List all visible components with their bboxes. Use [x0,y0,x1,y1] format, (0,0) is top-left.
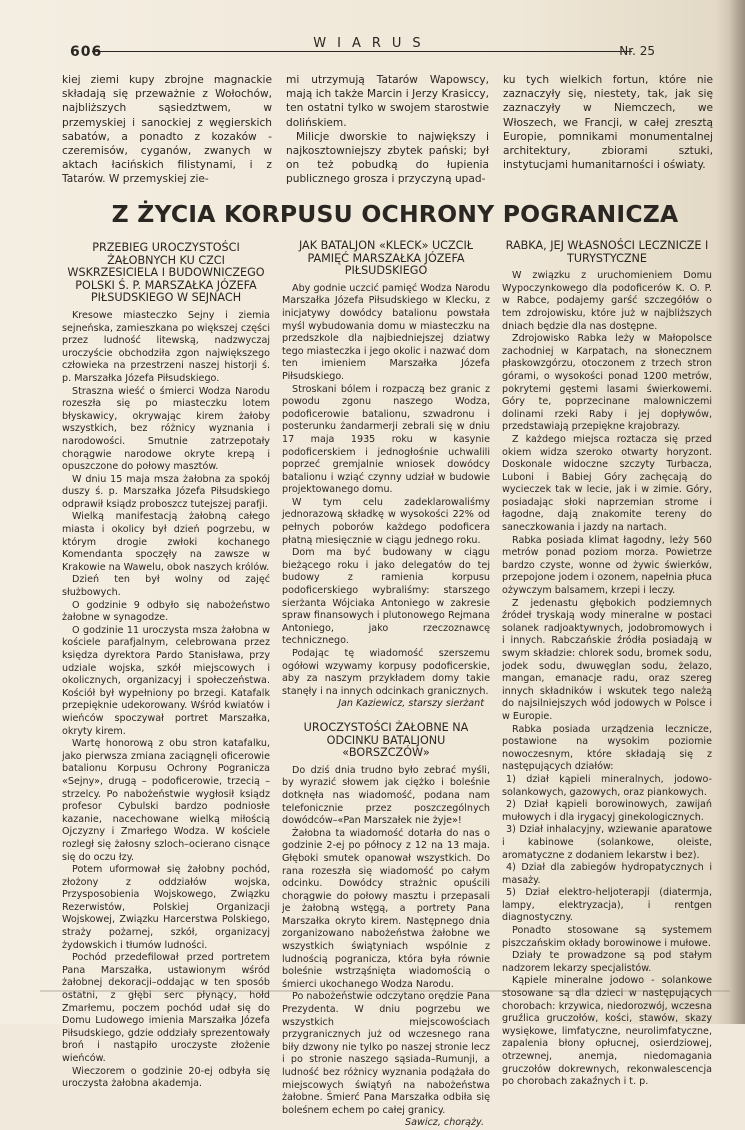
list-item: 3) Dział inhalacyjny, wziewanie aparatowe i kabinowe (solankowe, oleiste, aromatyczne z dodaniem lekarstw i bez). [502,824,712,861]
paragraph: W dniu 15 maja msza żałobna za spokój duszy ś. p. Marszałka Józefa Piłsudskiego odprawił ksiądz proboszcz tutejszej parafji. [62,473,270,510]
paragraph: Kąpiele mineralne jodowo - solankowe stosowane są dla dzieci w następujących chorobach: krzywica, niedorozwój, wczesna gruźlica gruczołów, kości, stawów, skazy wysiękowe, limfatyczne, neurolimfatyczne, zapalenia błony opłucnej, osierdziowej, otrzewnej, anemja, niedomagania gruczołów dokrewnych, rekonwalescencja po chorobach zakaźnych i t. p. [502,975,712,1088]
paragraph: Zdrojowisko Rabka leży w Małopolsce zachodniej w Karpatach, na słonecznem płaskowzgórzu, otoczonem z trzech stron górami, o wysokości ponad 1200 metrów, pokrytemi gęstemi lasami świerkowemi. Góry te, poprzecinane malowniczemi dolinami rzeki Raby i jej dopływów, przedstawiają przepiękne krajobrazy. [502,333,712,433]
paragraph: Dom ma być budowany w ciągu bieżącego roku i jako delegatów do tej budowy z ramienia korpusu podoficerskiego wybraliśmy: starszego sierżanta Wójciaka Antoniego w zakresie spraw finansowych i plutonowego Rejmana Antoniego, jako rzeczoznawcę technicznego. [282,547,490,647]
paragraph: Do dziś dnia trudno było zebrać myśli, by wyrazić słowem jak ciężko i boleśnie dotknęła nas wiadomość, podana nam telefonicznie przez poszczególnych dowódców–«Pan Marszałek nie żyje»! [282,764,490,827]
article-heading: PRZEBIEG UROCZYSTOŚCI ŻAŁOBNYCH KU CZCI WSKRZESICIELA I BUDOWNICZEGO POLSKI Ś. P. MARSZAŁKA JÓZEFA PIŁSUDSKIEGO W SEJNACH [67,241,265,305]
paragraph: Z każdego miejsca roztacza się przed okiem widza szeroko otwarty horyzont. Doskonale widoczne szczyty Turbacza, Luboni i Babiej Góry zachęcają do wycieczek tak w lecie, jak i w zimie. Góry, posiadając słoki naprzemian strome i łagodne, dają znakomite tereny do saneczkowania i jazdy na nartach. [502,433,712,534]
paragraph: Wieczorem o godzinie 20-ej odbyła się uroczysta żałobna akademja. [62,1065,270,1090]
list-item: 4) Dział dla zabiegów hydropatycznych i masaży. [502,862,712,886]
header-rule [92,51,632,52]
paragraph: Żałobna ta wiadomość dotarła do nas o godzinie 2-ej po północy z 12 na 13 maja. Głęboki smutek opanował wszystkich. Do rana rozeszła się wiadomość po całym odcinku. Dowódcy strażnic opuścili chorągwie do połowy masztu i przepasali je żałobną wstęgą, a portrety Pana Marszałka okryto kirem. Następnego dnia zorganizowano nabożeństwa żałobne we wszystkich świątyniach wspólnie z ludnością pogranicza, która była równie boleśnie wstrząśnięta wiadomością o śmierci ukochanego Wodza Narodu. [282,827,490,990]
paragraph: W związku z uruchomieniem Domu Wypoczynkowego dla podoficerów K. O. P. w Rabce, podajemy garść szczegółów o tem zdrojowisku, które już w najbliższych dniach będzie dla nas dostępne. [502,270,712,332]
paragraph: ku tych wielkich fortun, które nie zaznaczyły się, niestety, tak, jak się zaznaczyły w Niemczech, we Włoszech, we Francji, w całej zresztą Europie, pomnikami monumentalnej architektury, zbiorami sztuki, instytucjami humanitarności i oświaty. [503,74,713,172]
paragraph: Rabka posiada urządzenia lecznicze, postawione na wysokim poziomie nowoczesnym, które składają się z następujących działów: [502,723,712,773]
paragraph: Ponadto stosowane są systemem piszczańskim okłady borowinowe i mułowe. [502,925,712,949]
paragraph: Wartę honorową z obu stron katafalku, jako pierwsza zmiana zaciągnęli oficerowie batalionu Korpusu Ochrony Pogranicza «Sejny», drugą – podoficerowie, trzecią – strzelcy. Po nabożeństwie wygłosił ksiądz profesor Cybulski bardzo podniosłe kazanie, nacechowane wielką miłością Ojczyzny i Zmarłego Wodza. W kościele rozległ się żałosny szloch–ocierano cisnące się do oczu łzy. [62,738,270,863]
paragraph: O godzinie 9 odbyło się nabożeństwo żałobne w synagodze. [62,599,270,624]
paragraph: Podając tę wiadomość szerszemu ogółowi wzywamy korpusy podoficerskie, aby za naszym przykładem domy takie stanęły i na innych odcinkach granicznych. [282,648,490,697]
signature: Sawicz, chorąży. [405,1117,484,1129]
paragraph: Dzień ten był wolny od zajęć służbowych. [62,574,270,599]
paragraph: Potem uformował się żałobny pochód, złożony z oddziałów wojska, Przysposobienia Wojskowego, Związku Rezerwistów, Polskiej Organizacji Wojskowej, Związku Harcerstwa Polskiego, straży pożarnej, szkół, organizacyj żydowskich i tłumów ludności. [62,864,270,951]
paragraph: O godzinie 11 uroczysta msza żałobna w kościele parafjalnym, celebrowana przez księdza dyrektora Pardo Stanisława, przy udziale wojska, szkół miejscowych i okolicznych, organizacyj i społeczeństwa. Kościół był wypełniony po brzegi. Katafalk przepięknie udekorowany. Wśród kwiatów i wieńców spoczywał portret Marszałka, okryty kirem. [62,624,270,737]
list-item: 5) Dział elektro-heljoterapji (diatermja, lampy, elektryzacja), i rentgen diagnostyczny. [502,887,712,924]
article-heading: JAK BATALJON «KLECK» UCZCIŁ PAMIĘĆ MARSZAŁKA JÓZEFA PIŁSUDSKIEGO [298,239,474,278]
article-rabka [502,240,712,1089]
page-edge-shadow [729,0,745,1024]
continued-text-col3 [503,73,713,172]
paragraph: Po nabożeństwie odczytano orędzie Pana Prezydenta. W dniu pogrzebu we wszystkich miejscowościach przygranicznych już od wczesnego rana biły dzwony nie tylko po naszej stronie lecz i po stronie naszego sąsiada–Rumunji, a ludność bez różnicy wyznania podążała do miejscowych świątyń na nabożeństwa żałobne. Śmierć Pana Marszałka odbiła się boleśnem echem po całej granicy. [282,991,490,1116]
list-item: 1) dział kąpieli mineralnych, jodowo-solankowych, gazowych, oraz piankowych. [502,773,712,798]
paragraph: kiej ziemi kupy zbrojne magnackie składają się przeważnie z Wołochów, najbliższych sąsiedztwem, w przemyskiej i sanockiej z węgierskich sabatów, a ponadto z kozaków - czeremisów, cyganów, zwanych w aktach łacińskich filistynami, i z Tatarów. W przemyskiej zie- [62,74,272,186]
bottom-shadow [40,990,730,992]
paragraph: Pochód przedefilował przed portretem Pana Marszałka, ustawionym wśród żałobnej dekoracji–oddając w ten sposób ostatni, z głębi serc płynący, hołd Zmarłemu, poczem pochód udał się do Domu Ludowego imienia Marszałka Józefa Piłsudskiego, gdzie oddziały sprezentowały broń i nastąpiło uroczyste złożenie wieńców. [62,952,270,1064]
journal-title: WIARUS [313,36,432,51]
paragraph: Aby godnie uczcić pamięć Wodza Narodu Marszałka Józefa Piłsudskiego w Klecku, z inicjatywy dowódcy batalionu powstała myśl wybudowania domu w miasteczku na przedszkole dla najbiedniejszej dziatwy tego miasteczka i jego okolic i nazwać dom ten imieniem Marszałka Józefa Piłsudskiego. [282,282,490,382]
paragraph: mi utrzymują Tatarów Wapowscy, mają ich także Marcin i Jerzy Krasiccy, ten ostatni tylko w swojem starostwie dolińskiem. [286,74,489,129]
list-item: 2) Dział kąpieli borowinowych, zawijań mułowych i dla irygacyj ginekologicznych. [502,799,712,823]
continued-text-col2 [286,73,489,187]
paragraph: Milicje dworskie to największy i najkosztowniejszy zbytek pański; był on też pobudką do łupienia publicznego grosza i przyczyną upad- [286,130,489,186]
issue-number: Nr. 25 [619,44,655,58]
paragraph: Z jedenastu głębokich podziemnych źródeł tryskają wody mineralne w postaci solanek radjoaktywnych, jodobromowych i i innych. Rabczańskie źródła posiadają w swym składzie: chlorek sodu, bromek sodu, jodek sodu, dwuwęglan sodu, żelazo, mangan, emanacje radu, oraz szereg innych składników i wskutek tego należą do najsilniejszych wód jodowych w Polsce i w Europie. [502,597,712,722]
article-sejny [62,242,270,1091]
paragraph: Straszna wieść o śmierci Wodza Narodu rozeszła się po miasteczku lotem błyskawicy, okrywając kirem żałoby wszystkich, bez różnicy wyznania i narodowości. Smutnie zatrzepotały chorągwie narodowe okryte krepą i opuszczone do połowy masztów. [62,385,270,473]
paragraph: Stroskani bólem i rozpaczą bez granic z powodu zgonu naszego Wodza, podoficerowie batalionu, szwadronu i posterunku żandarmerji zebrali się w dniu 17 maja 1935 roku w kasynie podoficerskiem i jednogłośnie uchwalili poprzeć gremjalnie wniosek dowódcy batalionu i wziąć czynny udział w budowie projektowanego domu. [282,383,490,496]
continued-text-col1 [62,73,272,187]
page-number: 606 [70,44,103,60]
article-kleck [282,240,490,1130]
paragraph: W tym celu zadeklarowaliśmy jednorazową składkę w wysokości 22% od pełnych poborów każdego podoficera płatną miesięcznie w ciągu jednego roku. [282,496,490,546]
paragraph: Kresowe miasteczko Sejny i ziemia sejneńska, zamieszkana po większej części przez ludność litewską, nadzwyczaj uroczyście obchodziła zgon największego człowieka na przestrzeni naszej historji ś. p. Marszałka Józefa Piłsudskiego. [62,309,270,384]
section-heading: Z ŻYCIA KORPUSU OCHRONY POGRANICZA [111,200,679,228]
signature: Jan Kaziewicz, starszy sierżant [338,698,484,710]
paragraph: Rabka posiada klimat łagodny, leży 560 metrów ponad poziom morza. Powietrze bardzo czyste, wonne od żywic świerków, przepojone jodem i ozonem, napełnia płuca ożywczym balsamem, krzepi i leczy. [502,534,712,597]
paragraph: Działy te prowadzone są pod stałym nadzorem lekarzy specjalistów. [502,950,712,974]
article-heading: RABKA, JEJ WŁASNOŚCI LECZNICZE I TURYSTYCZNE [505,239,709,265]
article-heading: UROCZYSTOŚCI ŻAŁOBNE NA ODCINKU BATALJONU «BORSZCZÓW» [303,720,469,760]
paragraph: Wielką manifestacją żałobną całego miasta i okolicy był dzień pogrzebu, w którym drogie zwłoki kochanego Komendanta spoczęły na zawsze w Krakowie na Wawelu, obok naszych królów. [62,511,270,573]
